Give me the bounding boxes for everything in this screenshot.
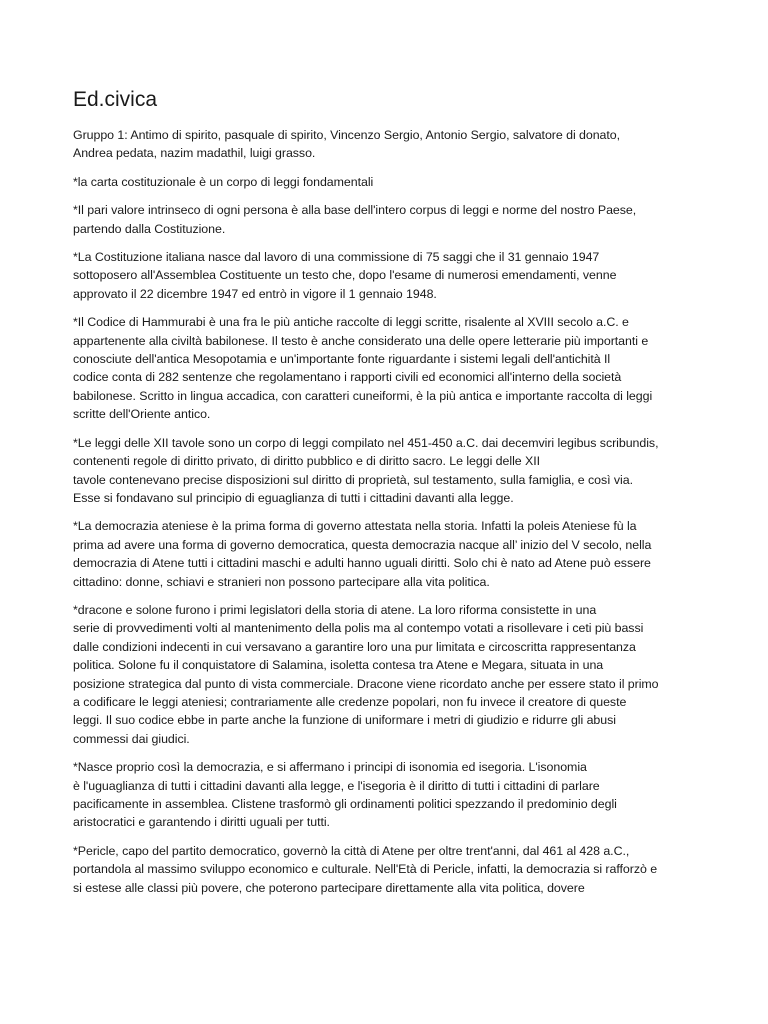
text-line: dalle condizioni indecenti in cui versavano a garantire loro una pur limitata e circoscritta rappresentanza xyxy=(73,639,636,654)
text-line: Gruppo 1: Antimo di spirito, pasquale di spirito, Vincenzo Sergio, Antonio Sergio, salvatore di donato, xyxy=(73,128,621,142)
text-line: a codificare le leggi ateniesi; contrariamente alle credenze popolari, non fu invece il creatore di queste xyxy=(73,694,627,709)
text-line: *Il Codice di Hammurabi è una fra le più antiche raccolte di leggi scritte, risalente al XVIII secolo a.C. e xyxy=(73,315,629,330)
text-line: *Pericle, capo del partito democratico, governò la città di Atene per oltre trent'anni, dal 461 al 428 a.C., xyxy=(73,843,630,858)
text-line: politica. Solone fu il conquistatore di Salamina, isoletta contesa tra Atene e Megara, situata in una xyxy=(73,658,604,673)
paragraph xyxy=(73,248,698,303)
text-line: *dracone e solone furono i primi legislatori della storia di atene. La loro riforma consistette in una xyxy=(73,602,597,617)
text-line: prima ad avere una forma di governo democratica, questa democrazia nacque all’ inizio del V secolo, nella xyxy=(73,537,652,552)
paragraph xyxy=(73,201,698,238)
paragraph xyxy=(73,601,698,748)
text-line: pacificamente in assemblea. Clistene trasformò gli ordinamenti politici spezzando il predominio degli xyxy=(73,797,617,811)
text-line: Andrea pedata, nazim madathil, luigi grasso. xyxy=(73,146,316,161)
text-line: *Nasce proprio così la democrazia, e si affermano i principi di isonomia ed isegoria. L'isonomia xyxy=(73,760,587,775)
paragraph xyxy=(73,842,698,897)
text-line: appartenente alla civiltà babilonese. Il testo è anche considerato una delle opere letterarie più importanti e xyxy=(73,333,649,348)
paragraph xyxy=(73,434,698,508)
text-line: Esse si fondavano sul principio di eguaglianza di tutti i cittadini davanti alla legge. xyxy=(73,490,514,505)
text-line: è l'uguaglianza di tutti i cittadini davanti alla legge, e l'isegoria è il diritto di tutti i cittadini di parlare xyxy=(73,778,600,793)
text-line: posizione strategica dal punto di vista commerciale. Dracone viene ricordato anche per essere stato il primo xyxy=(73,676,659,691)
text-line: *Il pari valore intrinseco di ogni persona è alla base dell'intero corpus di leggi e norme del nostro Paese, xyxy=(73,203,637,218)
text-line: portandola al massimo sviluppo economico e culturale. Nell'Età di Pericle, infatti, la democrazia si rafforzò e xyxy=(73,862,658,877)
text-line: tavole contenevano precise disposizioni sul diritto di proprietà, sul testamento, sulla famiglia, e così via. xyxy=(73,472,633,487)
text-line: scritte dell'Oriente antico. xyxy=(73,407,211,422)
text-line: contenenti regole di diritto privato, di diritto pubblico e di diritto sacro. Le leggi delle XII xyxy=(73,454,541,469)
document-page xyxy=(73,86,698,907)
text-line: si estese alle classi più povere, che poterono partecipare direttamente alla vita politica, dovere xyxy=(73,880,585,895)
text-line: *Le leggi delle XII tavole sono un corpo di leggi compilato nel 451-450 a.C. dai decemviri legibus scribundis, xyxy=(73,435,659,450)
paragraph xyxy=(73,313,698,423)
text-line: *La democrazia ateniese è la prima forma di governo attestata nella storia. Infatti la poleis Ateniese fù la xyxy=(73,519,637,534)
text-line: cittadino: donne, schiavi e stranieri non possono partecipare alla vita politica. xyxy=(73,574,490,589)
paragraph xyxy=(73,517,698,591)
text-line: leggi. Il suo codice ebbe in parte anche la funzione di uniformare i metri di giudizio e ridurre gli abusi xyxy=(73,713,616,728)
text-line: babilonese. Scritto in lingua accadica, con caratteri cuneiformi, è la più antica e importante raccolta di leggi xyxy=(73,388,653,403)
text-line: sottoposero all'Assemblea Costituente un testo che, dopo l'esame di numerosi emendamenti, venne xyxy=(73,268,617,283)
paragraph xyxy=(73,173,698,191)
paragraph xyxy=(73,126,698,163)
document-title: Ed.civica xyxy=(73,88,158,111)
text-line: democrazia di Atene tutti i cittadini maschi e adulti hanno uguali diritti. Solo chi è nato ad Atene può essere xyxy=(73,556,651,571)
text-line: *la carta costituzionale è un corpo di leggi fondamentali xyxy=(73,174,374,189)
text-line: aristocratici e garantendo i diritti uguali per tutti. xyxy=(73,815,330,830)
text-line: serie di provvedimenti volti al mantenimento della polis ma al contempo votati a risollevare i ceti più bassi xyxy=(73,621,644,636)
text-line: partendo dalla Costituzione. xyxy=(73,221,226,236)
text-line: conosciute dell'antica Mesopotamia e un'importante fonte riguardante i sistemi legali dell'antichità Il xyxy=(73,352,611,367)
text-line: codice conta di 282 sentenze che regolamentano i rapporti civili ed economici all'interno della società xyxy=(73,370,622,385)
text-line: approvato il 22 dicembre 1947 ed entrò in vigore il 1 gennaio 1948. xyxy=(73,286,437,301)
text-line: commessi dai giudici. xyxy=(73,731,190,746)
document-body xyxy=(73,126,698,897)
paragraph xyxy=(73,758,698,832)
text-line: *La Costituzione italiana nasce dal lavoro di una commissione di 75 saggi che il 31 gennaio 1947 xyxy=(73,250,600,265)
